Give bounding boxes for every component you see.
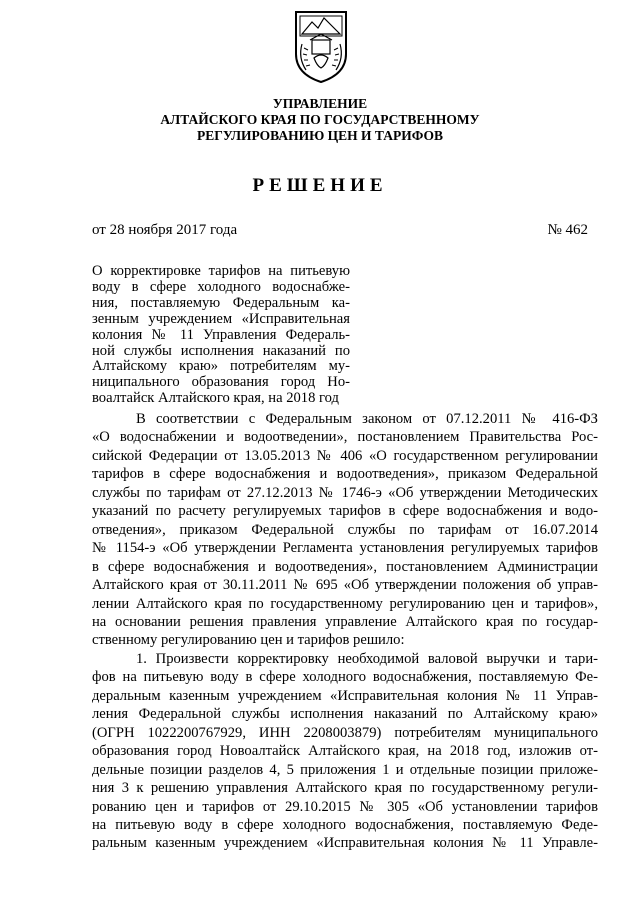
subject-line: колония № 11 Управления Федераль- [92,326,350,343]
subject-line: воалтайск Алтайского края, на 2018 год [92,390,339,407]
body-line: Алтайского края от 30.11.2011 № 695 «Об утверждении положения об управ- [92,577,598,594]
subject-line: Алтайскому краю» потребителям му- [92,358,350,375]
document-body [92,410,598,853]
subject-line: зенным учреждением «Исправительная [92,310,350,327]
body-line: ственному регулированию цен и тарифов решило: [92,632,405,649]
body-line: 1. Произвести корректировку необходимой валовой выручки и тари- [136,650,598,667]
body-line: В соответствии с Федеральным законом от 07.12.2011 № 416-ФЗ [136,411,598,427]
body-line: указаний по расчету регулируемых тарифов в сфере водоснабжения и водо- [92,503,598,520]
body-line: деральным казенным учреждением «Исправительная колония № 11 Управ- [92,687,598,704]
body-line: ления Федеральной службы исполнения наказаний по Алтайскому краю» [92,706,598,723]
header-line-2: АЛТАЙСКОГО КРАЯ ПО ГОСУДАРСТВЕННОМУ [160,112,480,127]
body-line: рованию цен и тарифов от 29.10.2015 № 305 «Об установлении тарифов [92,798,598,815]
body-line: № 1154-э «Об утверждении Регламента установления регулируемых тарифов [92,540,598,557]
header-line-3: РЕГУЛИРОВАНИЮ ЦЕН И ТАРИФОВ [196,128,444,143]
body-line: на питьевую воду в сфере холодного водоснабжения, поставляемую Феде- [92,816,598,833]
subject-line: воду в сфере холодного водоснабже- [92,278,350,295]
document-subject [92,264,350,407]
body-line: отведения», приказом Федеральной службы по тарифам от 16.07.2014 [92,521,598,538]
body-line: (ОГРН 1022200767929, ИНН 2208003879) потребителям муниципального [92,724,598,741]
body-line: ральным казенным учреждением «Исправительная колония № 11 Управле- [92,835,598,852]
body-line: тарифов в сфере водоснабжения и водоотведения», приказом Федеральной [92,466,598,483]
body-line: ния 3 к решению управления Алтайского края по государственному регули- [92,780,598,797]
document-date: от 28 ноября 2017 года [92,222,238,238]
body-line: фов на питьевую воду в сфере холодного водоснабжения, поставляемую Фе- [92,669,598,686]
document-number: № 462 [547,222,588,238]
subject-line: ной службы исполнения наказаний по [92,342,350,359]
body-line: службы по тарифам от 27.12.2013 № 1746-э «Об утверждении Методических [92,484,598,501]
subject-line: О корректировке тарифов на питьевую [92,263,350,279]
document-title: РЕШЕНИЕ [252,175,388,196]
body-line: на основании решения правления управление Алтайского края по государ- [92,613,598,630]
body-line: сийской Федерации от 13.05.2013 № 406 «О государственном регулировании [92,447,598,464]
body-line: дельные позиции разделов 4, 5 приложения 1 и отдельные позиции приложе- [92,761,598,778]
body-line: образования город Новоалтайск Алтайского края, на 2018 год, изложив от- [92,743,598,760]
header-line-1: УПРАВЛЕНИЕ [272,96,368,111]
subject-line: ния, поставляемую Федеральным ка- [92,294,350,311]
body-line: в сфере водоснабжения и водоотведения», постановлением Администрации [92,558,598,575]
body-line: «О водоснабжении и водоотведении», постановлением Правительства Рос- [92,429,598,446]
subject-line: ниципального образования город Но- [92,374,350,391]
body-line: лении Алтайского края по государственному регулированию цен и тарифов», [92,595,598,612]
coat-of-arms-emblem [292,8,350,86]
